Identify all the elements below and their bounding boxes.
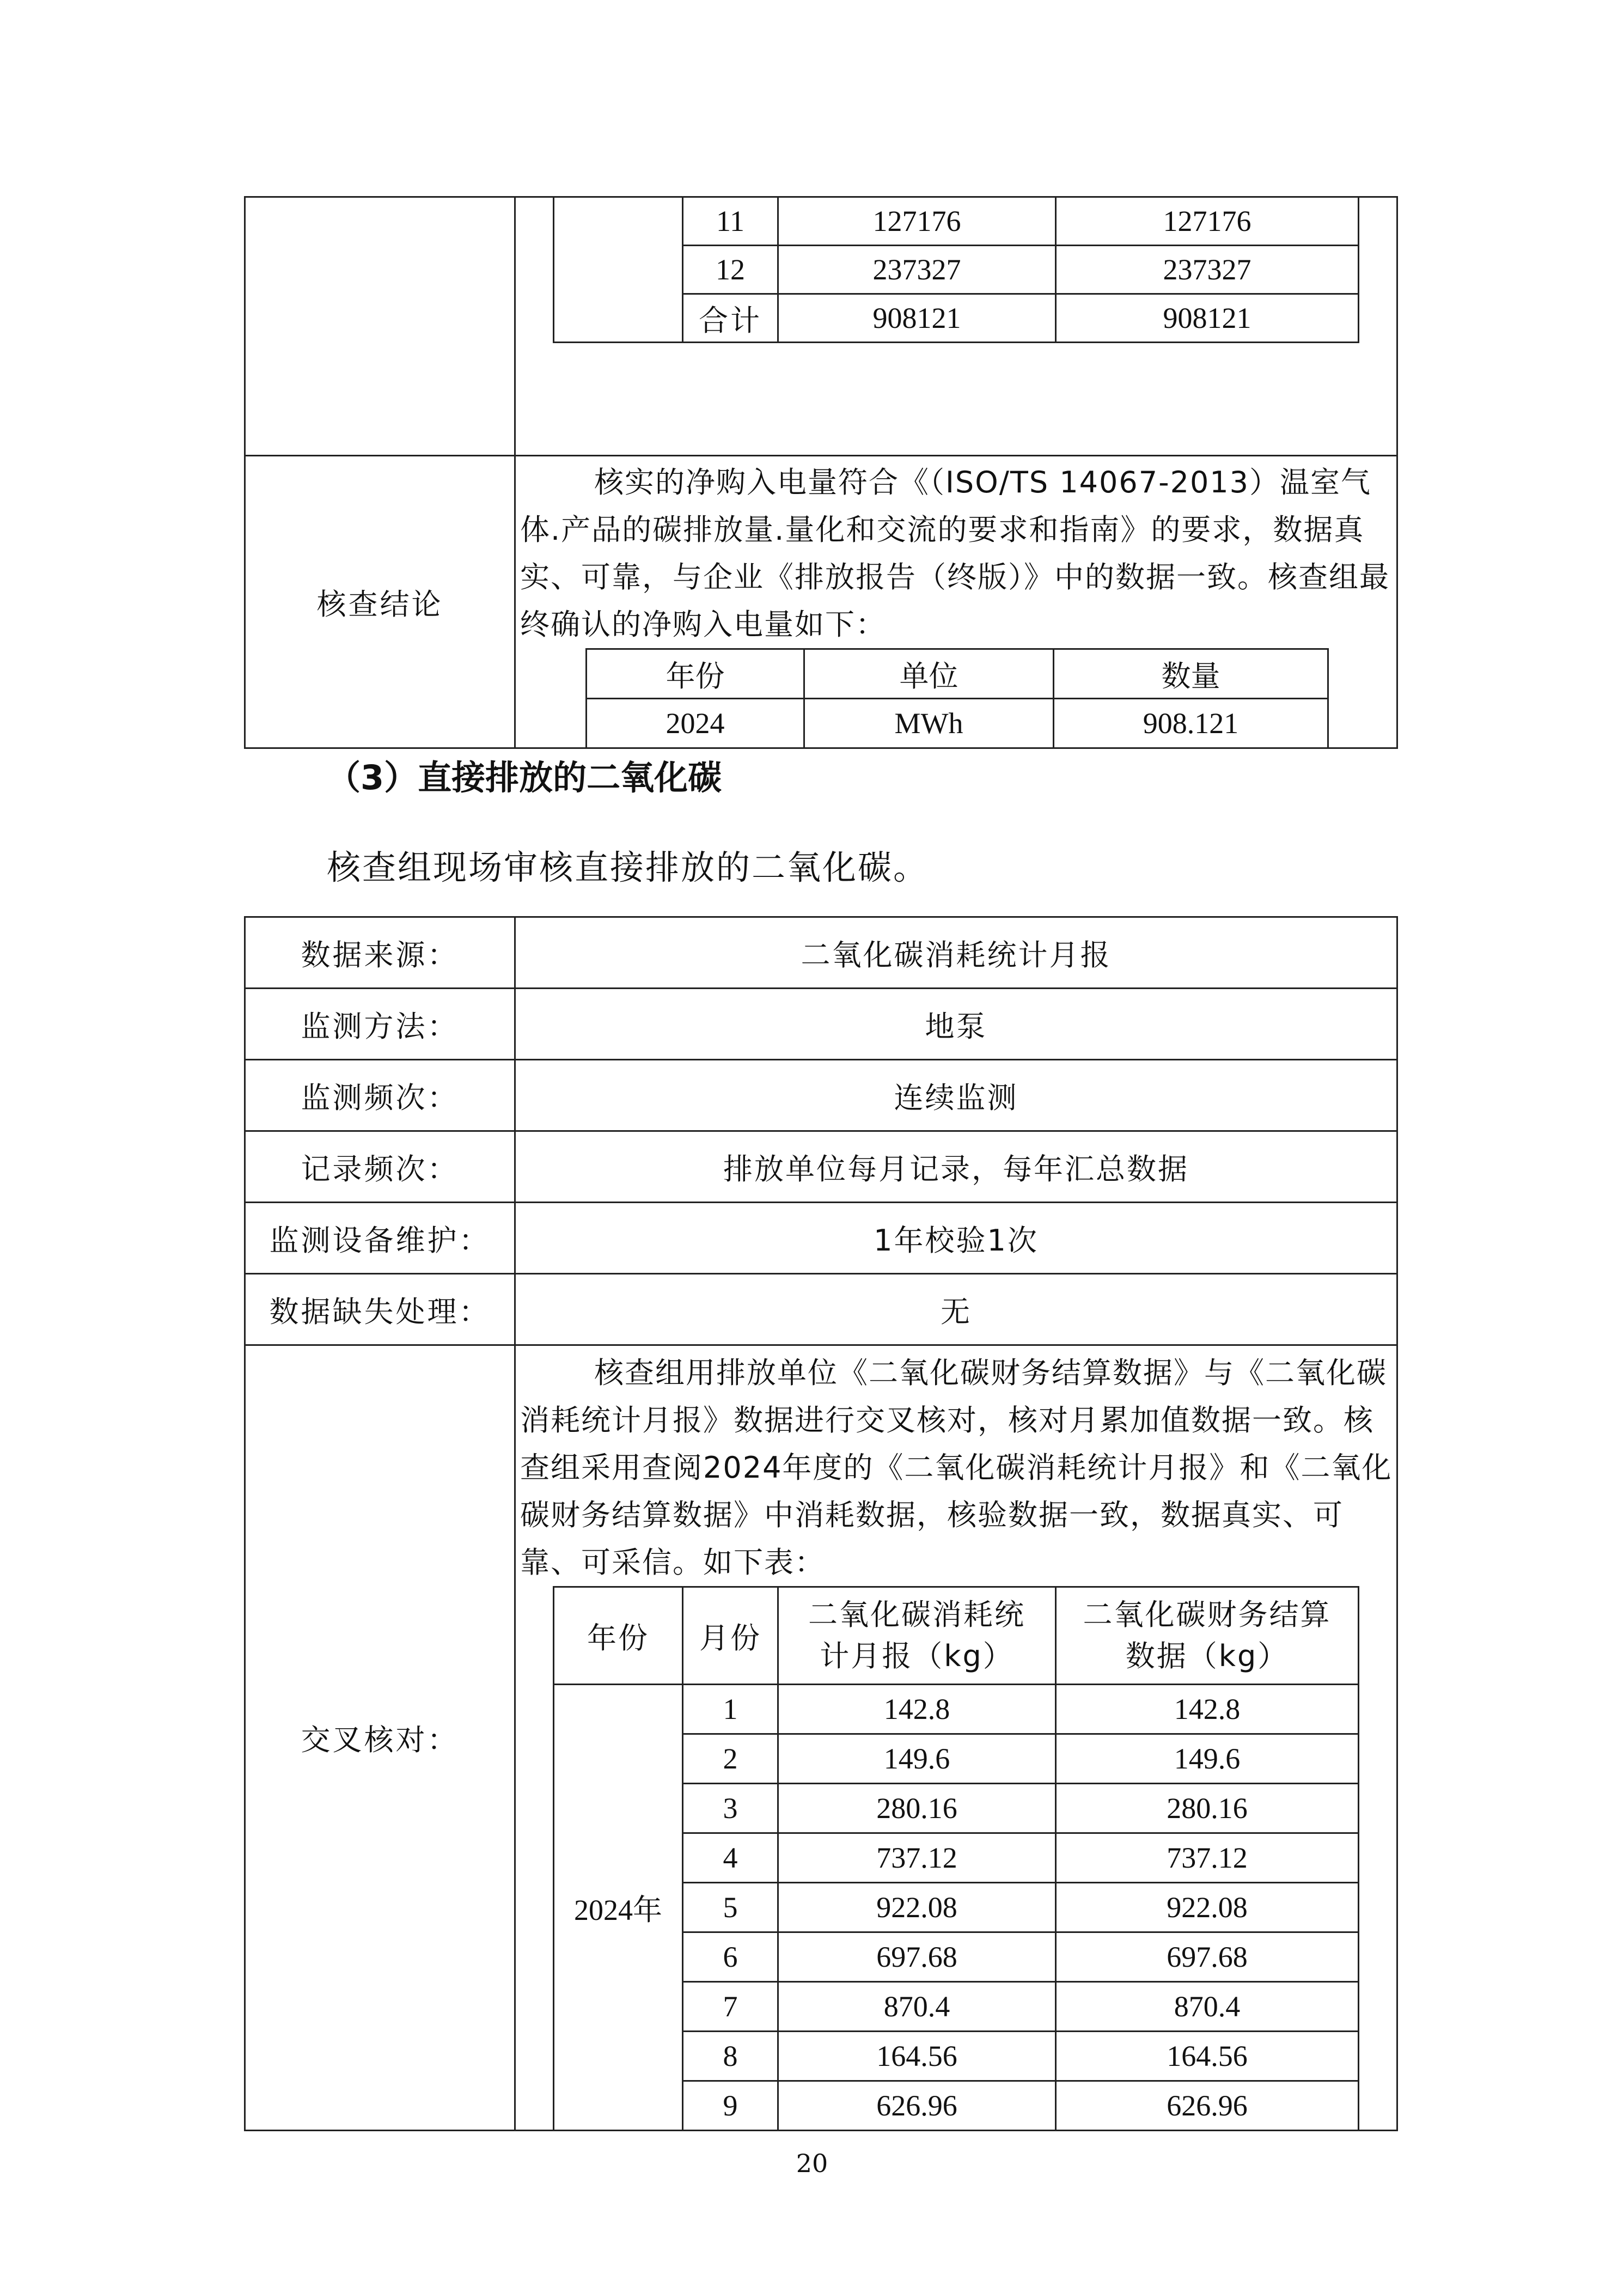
- data-source-value: 二氧化碳消耗统计月报: [515, 917, 1397, 989]
- value-cell: 908.121: [1054, 699, 1328, 748]
- value-cell: 908121: [778, 294, 1056, 343]
- header-cell: 年份: [554, 1587, 683, 1685]
- co2-verification-table: [244, 916, 1398, 2131]
- record-frequency-value: 排放单位每月记录，每年汇总数据: [515, 1131, 1397, 1203]
- monitor-method-label: 监测方法：: [245, 989, 515, 1060]
- year-cell: 2024年: [554, 1685, 683, 2130]
- cross-check-label: 交叉核对：: [245, 1345, 515, 2131]
- month-cell: 12: [683, 246, 778, 294]
- value-cell: 922.08: [1056, 1883, 1359, 1932]
- month-cell: 7: [683, 1982, 778, 2032]
- cross-check-text: 核查组用排放单位《二氧化碳财务结算数据》与《二氧化碳消耗统计月报》数据进行交叉核对，核对月累加值数据一致。核查组采用查阅2024年度的《二氧化碳消耗统计月报》和《二氧化碳财务结算数据》中消耗数据，核验数据一致，数据真实、可靠、可采信。如下表：: [520, 1356, 1393, 1580]
- equipment-maintenance-label: 监测设备维护：: [245, 1203, 515, 1274]
- record-frequency-label: 记录频次：: [245, 1131, 515, 1203]
- monitor-frequency-label: 监测频次：: [245, 1060, 515, 1131]
- month-cell: 3: [683, 1784, 778, 1833]
- final-electricity-table: [585, 648, 1329, 747]
- month-cell: 8: [683, 2032, 778, 2081]
- value-cell: 870.4: [1056, 1982, 1359, 2032]
- conclusion-text: 核实的净购入电量符合《（ISO/TS 14067-2013）温室气体.产品的碳排放量.量化和交流的要求和指南》的要求，数据真实、可靠，与企业《排放报告（终版）》中的数据一致。核查组最终确认的净购入电量如下：: [520, 465, 1390, 642]
- month-cell: 2: [683, 1734, 778, 1784]
- missing-data-value: 无: [515, 1274, 1397, 1345]
- value-cell: 237327: [778, 246, 1056, 294]
- value-cell: 737.12: [1056, 1833, 1359, 1883]
- header-cell: 二氧化碳消耗统计月报（kg）: [778, 1587, 1056, 1685]
- value-cell: 626.96: [778, 2081, 1056, 2130]
- monthly-electricity-table: [553, 198, 1359, 343]
- section-intro: 核查组现场审核直接排放的二氧化碳。: [327, 847, 929, 887]
- cross-check-cell: [515, 1345, 1397, 2131]
- value-cell: 149.6: [778, 1734, 1056, 1784]
- data-source-label: 数据来源：: [245, 917, 515, 989]
- value-cell: 2024: [587, 699, 804, 748]
- blank-label-cell: [245, 197, 515, 456]
- monitor-method-value: 地泵: [515, 989, 1397, 1060]
- value-cell: 280.16: [778, 1784, 1056, 1833]
- value-cell: 164.56: [1056, 2032, 1359, 2081]
- value-cell: 922.08: [778, 1883, 1056, 1932]
- monitor-frequency-value: 连续监测: [515, 1060, 1397, 1131]
- value-cell: 908121: [1056, 294, 1359, 343]
- electricity-verification-table: [244, 196, 1398, 749]
- value-cell: 870.4: [778, 1982, 1056, 2032]
- value-cell: 127176: [1056, 198, 1359, 246]
- value-cell: 142.8: [778, 1685, 1056, 1734]
- value-cell: 164.56: [778, 2032, 1056, 2081]
- page-number: 20: [796, 2149, 828, 2178]
- year-cell: [554, 198, 683, 343]
- value-cell: 697.68: [778, 1932, 1056, 1982]
- header-cell: 单位: [804, 649, 1054, 699]
- value-cell: 237327: [1056, 246, 1359, 294]
- section-heading: （3）直接排放的二氧化碳: [327, 758, 722, 797]
- month-cell: 9: [683, 2081, 778, 2130]
- header-cell: 二氧化碳财务结算数据（kg）: [1056, 1587, 1359, 1685]
- total-label-cell: 合计: [683, 294, 778, 343]
- electricity-data-cell: [515, 197, 1397, 456]
- header-cell: 数量: [1054, 649, 1328, 699]
- month-cell: 4: [683, 1833, 778, 1883]
- month-cell: 5: [683, 1883, 778, 1932]
- value-cell: 280.16: [1056, 1784, 1359, 1833]
- month-cell: 11: [683, 198, 778, 246]
- value-cell: 626.96: [1056, 2081, 1359, 2130]
- value-cell: 142.8: [1056, 1685, 1359, 1734]
- month-cell: 1: [683, 1685, 778, 1734]
- value-cell: 697.68: [1056, 1932, 1359, 1982]
- value-cell: MWh: [804, 699, 1054, 748]
- month-cell: 6: [683, 1932, 778, 1982]
- conclusion-label: 核查结论: [245, 456, 515, 748]
- co2-monthly-table: [553, 1586, 1359, 2130]
- conclusion-cell: [515, 456, 1397, 748]
- value-cell: 149.6: [1056, 1734, 1359, 1784]
- missing-data-label: 数据缺失处理：: [245, 1274, 515, 1345]
- equipment-maintenance-value: 1年校验1次: [515, 1203, 1397, 1274]
- table-row: [554, 1685, 1359, 1734]
- header-cell: 月份: [683, 1587, 778, 1685]
- table-row: [554, 198, 1359, 246]
- header-cell: 年份: [587, 649, 804, 699]
- value-cell: 737.12: [778, 1833, 1056, 1883]
- value-cell: 127176: [778, 198, 1056, 246]
